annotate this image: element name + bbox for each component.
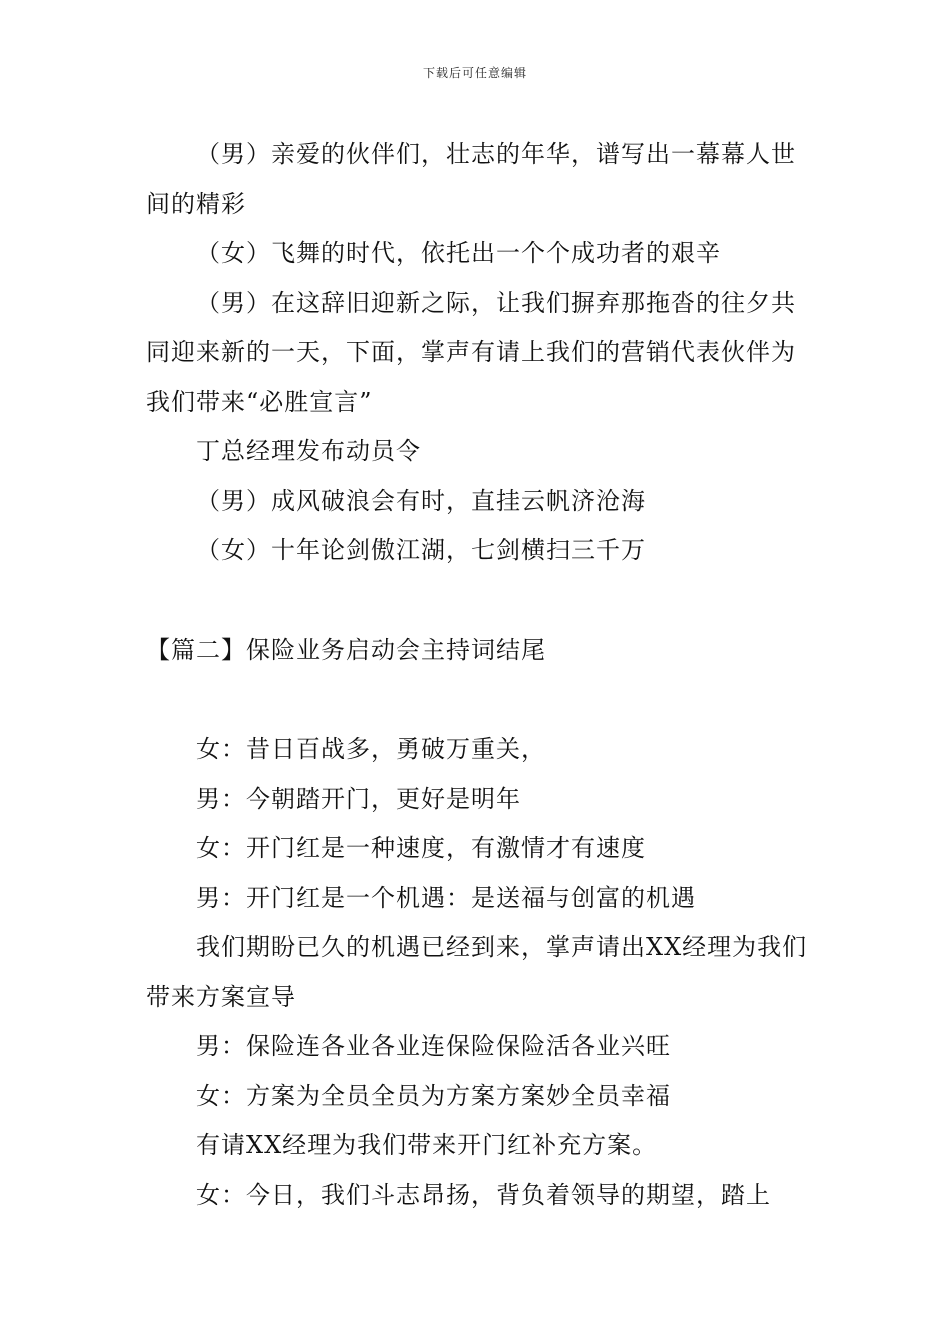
paragraph: 女：方案为全员全员为方案方案妙全员幸福	[196, 1081, 671, 1110]
paragraph: 我们期盼已久的机遇已经到来，掌声请出XX经理为我们带来方案宣导	[146, 933, 808, 1011]
paragraph: 男：开门红是一个机遇：是送福与创富的机遇	[196, 883, 696, 912]
paragraph: 男：今朝踏开门，更好是明年	[196, 784, 521, 813]
paragraph: 丁总经理发布动员令	[196, 437, 421, 465]
page-header-note: 下载后可任意编辑	[422, 66, 527, 80]
paragraph: 女：今日，我们斗志昂扬，背负着领导的期望，踏上	[196, 1180, 771, 1209]
paragraph: 女：开门红是一种速度，有激情才有速度	[196, 834, 646, 862]
paragraph: 男：保险连各业各业连保险保险活各业兴旺	[196, 1032, 671, 1060]
paragraph: 有请XX经理为我们带来开门红补充方案。	[196, 1131, 658, 1159]
document-body	[146, 130, 810, 1220]
paragraph: （男）在这辞旧迎新之际，让我们摒弃那拖沓的往夕共同迎来新的一天，下面，掌声有请上我们的营销代表伙伴为我们带来“必胜宣言”	[146, 288, 796, 416]
paragraph: （男）亲爱的伙伴们，壮志的年华，谱写出一幕幕人世间的精彩	[146, 140, 796, 218]
paragraph: （男）成风破浪会有时，直挂云帆济沧海	[196, 486, 646, 515]
section-title: 【篇二】保险业务启动会主持词结尾	[146, 635, 546, 664]
paragraph: 女：昔日百战多，勇破万重关，	[196, 735, 546, 763]
paragraph: （女）十年论剑傲江湖，七剑横扫三千万	[196, 536, 646, 564]
paragraph: （女）飞舞的时代，依托出一个个成功者的艰辛	[196, 239, 721, 267]
